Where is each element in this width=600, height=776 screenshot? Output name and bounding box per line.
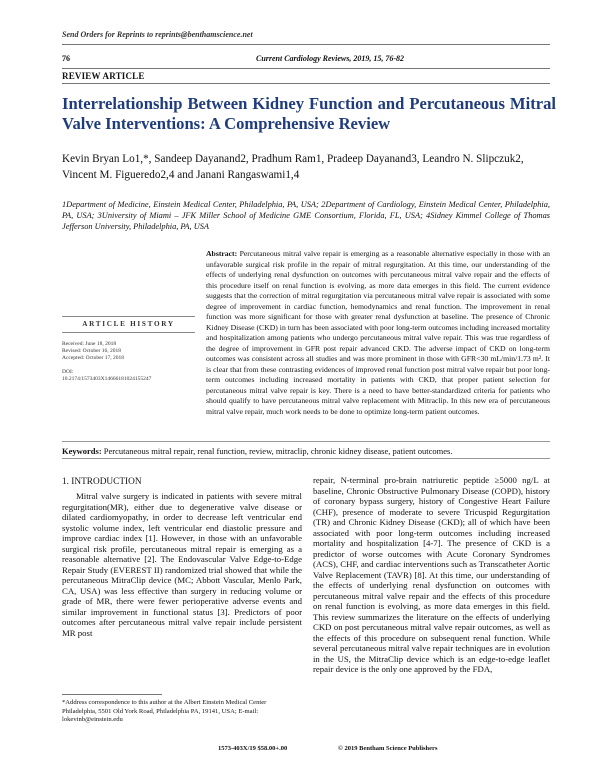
journal-citation: Current Cardiology Reviews, 2019, 15, 76-82 (255, 54, 404, 63)
section-divider-top (62, 68, 550, 69)
abstract-text: Percutaneous mitral valve repair is emerging as a reasonable alternative especially in those with an unfavorable surgical risk profile in the repair of mitral regurgitation. At this time, our understanding of the effects of underlying renal dysfunction on outcomes with percutaneous mitral valve repair and the effects of this procedure itself on renal function is evolving, as more data emerges in this field. The current evidence suggests that the correction of mitral regurgitation via percutaneous mitral valve repair is associated with some degree of improvement in cardiac function, hemodynamics and renal function. The improvement in renal function was more significant for those with greater renal dysfunction at baseline. The presence of Chronic Kidney Disease (CKD) in turn has been associated with poor long-term outcomes including increased mortality and hospitalization among patients who undergo percutaneous mitral valve repair. This was true regardless of the degree of improvement in GFR post repair advanced CKD. The adverse impact of CKD on long-term outcomes was consistent across all studies and was more prominent in those with GFR<30 mL/min/1.73 m². It is clear that from these contrasting evidences of improved renal function post mitral valve repair but poor long-term outcomes including increased mortality in patients with CKD, that proper patient selection for percutaneous mitral valve repair is key. There is a need to have better-standardized criteria for patients who should qualify to have percutaneous mitral valve replacement with Mitraclip. In this new era of percutaneous mitral valve repair, much work needs to be done to optimize long-term patient outcomes. (206, 249, 550, 416)
correspondence-note: *Address correspondence to this author at the Albert Einstein Medical Center Philadelphia, 5501 Old York Road, Philadelphia PA, 19141, USA; E-mail: lokevinb@einstein.edu (62, 699, 267, 724)
introduction-heading: 1. INTRODUCTION (62, 477, 142, 487)
intro-paragraph-left: Mitral valve surgery is indicated in patients with severe mitral regurgitation(MR), either due to degenerative valve disease or dilated cardiomyopathy, in order to decrease left ventricular end systolic volume index, left ventricular end diastolic pressure and improve cardiac index [1]. However, in those with an unfavorable surgical risk profile, percutaneous mitral repair is emerging as a reasonable alternative [2]. The Endovascular Valve Edge-to-Edge Repair Study (EVEREST II) randomized trial showed that while the percutaneous MitraClip device (MC; Abbott Vascular, Menlo Park, CA, USA) was less effective than surgery in reducing volume or grade of MR, there were fewer perioperative adverse events and similar improvement in functional status [3]. Predictors of poor outcomes after percutaneous mitral valve repair include persistent MR post (62, 491, 302, 638)
keywords-text: Percutaneous mitral repair, renal function, review, mitraclip, chronic kidney disease, patient outcomes. (101, 446, 453, 456)
section-divider-bottom (62, 83, 550, 84)
section-label: REVIEW ARTICLE (62, 71, 145, 81)
intro-paragraph-right: repair, N-terminal pro-brain natriuretic peptide ≥5000 ng/L at baseline, Chronic Obstructive Pulmonary Disease (COPD), history of coronary bypass surgery, history of Congestive Heart Failure (CHF), presence of moderate to severe Tricuspid Regurgitation (TR) and Chronic Kidney Disease (CKD); all of which have been associated with poor long-term outcomes including increased mortality and hospitalization [4-7]. The presence of CKD is a predictor of worse outcomes with Acute Coronary Syndromes (ACS), CHF, and cardiac interventions such as Transcatheter Aortic Valve Replacement (TAVR) [8]. At this time, our understanding of the effects of underlying renal dysfunction on outcomes with percutaneous mitral valve repair and the effects of this procedure on renal function is evolving, as more data emerges in this field. This review summarizes the literature on the effects of underlying CKD on post percutaneous mitral valve repair outcomes, as well as the effects of this procedure on subsequent renal function. While several percutaneous mitral valve repair techniques are in evolution in the US, the MitraClip device which is an edge-to-edge leaflet repair device is the only one approved by the FDA, (313, 475, 550, 674)
header-divider (62, 44, 550, 45)
keywords-divider-top (62, 441, 550, 442)
footer-copyright: © 2019 Bentham Science Publishers (338, 745, 438, 752)
revised-date: Revised: October 16, 2018 (62, 348, 121, 354)
reprints-notice: Send Orders for Reprints to reprints@benthamscience.net (62, 30, 253, 39)
history-divider-bottom (62, 332, 195, 333)
received-date: Received: June 18, 2018 (62, 341, 117, 347)
body-column-left (62, 491, 302, 638)
footnote-divider (62, 694, 162, 695)
author-list: Kevin Bryan Lo1,*, Sandeep Dayanand2, Pradhum Ram1, Pradeep Dayanand3, Leandro N. Slipczuk2, Vincent M. Figueredo2,4 and Janani Rangaswami1,4 (62, 153, 524, 181)
abstract-label: Abstract: (206, 249, 238, 258)
article-title: Interrelationship Between Kidney Function and Percutaneous Mitral Valve Interventions: A Comprehensive Review (62, 94, 556, 133)
history-divider-top (62, 316, 195, 317)
abstract (206, 249, 550, 417)
article-history (62, 341, 198, 383)
affiliations: 1Department of Medicine, Einstein Medical Center, Philadelphia, PA, USA; 2Department of Cardiology, Einstein Medical Center, Philadelphia, PA, USA; 3University of Miami – JFK Miller School of Medicine GME Consortium, Florida, FL, USA; 4Sidney Kimmel College of Thomas Jefferson University, Philadelphia, PA, USA (62, 200, 550, 231)
keywords-label: Keywords: (62, 446, 102, 456)
body-column-right (313, 475, 550, 675)
accepted-date: Accepted: October 17, 2018 (62, 355, 125, 361)
page-number: 76 (62, 54, 70, 63)
doi-link[interactable]: 10.2174/1573403X14666181024155247 (62, 376, 152, 382)
footer-price-code: 1573-403X/19 $58.00+.00 (218, 745, 288, 752)
article-history-heading: ARTICLE HISTORY (82, 320, 175, 328)
doi-label: DOI: (62, 369, 74, 375)
keywords (62, 446, 550, 457)
keywords-divider-bottom (62, 458, 550, 459)
